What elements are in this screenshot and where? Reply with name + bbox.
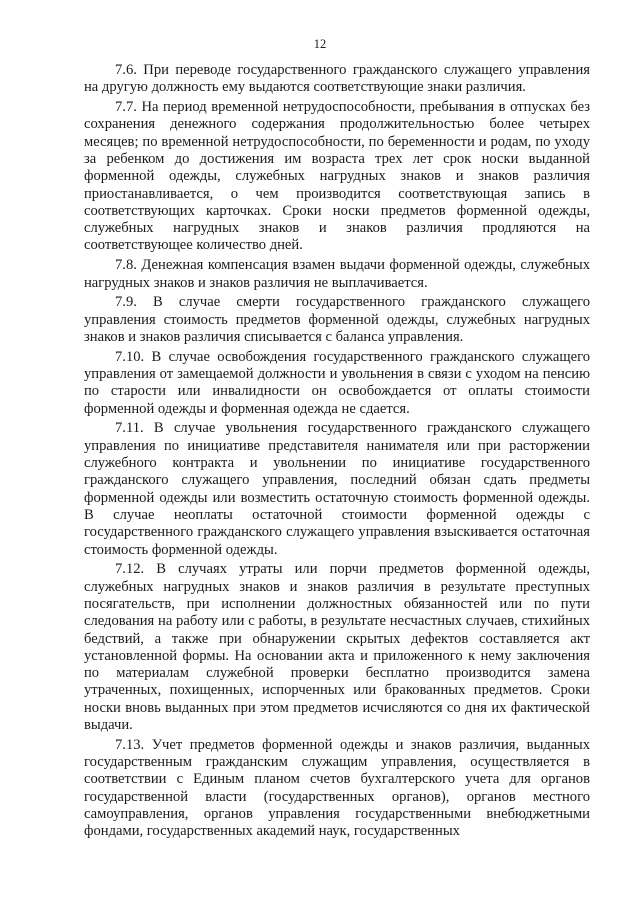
paragraph-7-11: 7.11. В случае увольнения государственного гражданского служащего управления по инициативе представителя нанимателя или при расторжении служебного контракта и увольнении по инициативе государственного гражданского служащего управления, последний обязан сдать предметы форменной одежды или возместить остаточную стоимость форменной одежды. В случае неоплаты остаточной стоимости форменной одежды с государственного гражданского служащего управления взыскивается остаточная стоимость форменной одежды. xyxy=(84,420,590,558)
paragraph-7-10: 7.10. В случае освобождения государственного гражданского служащего управления от замещаемой должности и увольнения в связи с уходом на пенсию по старости или инвалидности он освобождается от оплаты стоимости форменной одежды и форменная одежда не сдается. xyxy=(84,348,590,417)
paragraph-7-9: 7.9. В случае смерти государственного гражданского служащего управления стоимость предметов форменной одежды, служебных нагрудных знаков и знаков различия списывается с баланса управления. xyxy=(84,294,590,345)
paragraph-7-12: 7.12. В случаях утраты или порчи предметов форменной одежды, служебных нагрудных знаков и знаков различия в результате преступных посягательств, при исполнении должностных обязанностей или по пути следования на работу или с работы, в результате несчастных случаев, стихийных бедствий, а также при обнаружении скрытых дефектов составляется акт установленной формы. На основании акта и приложенного к нему заключения по материалам служебной проверки бесплатно производится замена утраченных, похищенных, испорченных или бракованных предметов. Сроки носки вновь выданных при этом предметов исчисляются со дня их фактической выдачи. xyxy=(84,561,590,733)
paragraph-7-8: 7.8. Денежная компенсация взамен выдачи форменной одежды, служебных нагрудных знаков и знаков различия не выплачивается. xyxy=(84,257,590,291)
paragraph-7-6: 7.6. При переводе государственного гражданского служащего управления на другую должность ему выдаются соответствующие знаки различия. xyxy=(84,62,590,96)
page-number: 12 xyxy=(313,37,327,51)
paragraph-7-7: 7.7. На период временной нетрудоспособности, пребывания в отпусках без сохранения денежного содержания продолжительностью более четырех месяцев; по временной нетрудоспособности, по беременности и родам, по уходу за ребенком до достижения им возраста трех лет срок носки выданной форменной одежды, служебных нагрудных знаков и знаков различия приостанавливается, о чем производится соответствующая запись в соответствующих карточках. Сроки носки предметов форменной одежды, служебных нагрудных знаков и знаков различия продляются на соответствующее количество дней. xyxy=(84,99,590,254)
paragraph-7-13: 7.13. Учет предметов форменной одежды и знаков различия, выданных государственным гражданским служащим управления, осуществляется в соответствии с Единым планом счетов бухгалтерского учета для органов государственной власти (государственных органов), органов местного самоуправления, органов управления государственными внебюджетными фондами, государственных академий наук, государственных xyxy=(84,736,590,840)
document-body xyxy=(84,62,590,843)
